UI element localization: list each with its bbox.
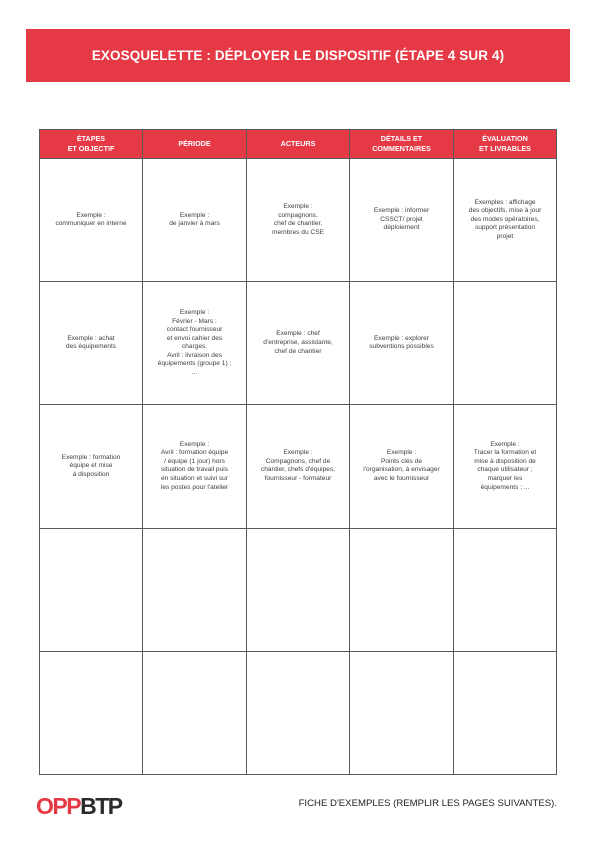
table-cell[interactable]: Exemple : achat des équipements <box>40 282 143 405</box>
header-periode: PÉRIODE <box>143 130 247 159</box>
table-row <box>40 528 557 651</box>
table-cell[interactable] <box>143 651 247 774</box>
table-cell[interactable] <box>454 528 557 651</box>
table-cell[interactable] <box>40 528 143 651</box>
table-cell[interactable]: Exemple : de janvier à mars <box>143 159 247 282</box>
table-cell[interactable] <box>247 651 350 774</box>
table-cell[interactable]: Exemple : compagnons, chef de chantier, membres du CSE <box>247 159 350 282</box>
page-title: EXOSQUELETTE : DÉPLOYER LE DISPOSITIF (ÉTAPE 4 SUR 4) <box>91 48 505 63</box>
table-header-row <box>40 130 557 159</box>
table-cell[interactable] <box>40 651 143 774</box>
header-evaluation: ÉVALUATION ET LIVRABLES <box>454 130 557 159</box>
table-cell[interactable] <box>454 651 557 774</box>
table-cell[interactable]: Exemple : Avril : formation équipe / équipe (1 jour) hors situation de travail puis en situation et suivi sur les postes pour l'atelier <box>143 405 247 528</box>
table-cell[interactable]: Exemple : Tracer la formation et mise à disposition de chaque utilisateur ; marquer les équipements ; ... <box>454 405 557 528</box>
table-cell[interactable]: Exemple : formation équipe et mise à disposition <box>40 405 143 528</box>
table-row <box>40 405 557 528</box>
logo-btp-text: BTP <box>80 792 122 819</box>
oppbtp-logo <box>36 792 122 820</box>
table-cell[interactable]: Exemple : communiquer en interne <box>40 159 143 282</box>
header-etapes: ÉTAPES ET OBJECTIF <box>40 130 143 159</box>
table-cell[interactable] <box>454 282 557 405</box>
footer-note: FICHE D'EXEMPLES (REMPLIR LES PAGES SUIVANTES). <box>298 798 557 809</box>
table-cell[interactable]: Exemple : explorer subventions possibles <box>350 282 454 405</box>
table-row <box>40 159 557 282</box>
table-cell[interactable]: Exemple : Février - Mars : contact fournisseur et envoi cahier des charges. Avril : livraison des équipements (groupe 1) ; ... <box>143 282 247 405</box>
planning-table <box>39 129 557 775</box>
table-cell[interactable]: Exemple : Compagnons, chef de chantier, chefs d'équipes, fournisseur - formateur <box>247 405 350 528</box>
table-row <box>40 651 557 774</box>
table-cell[interactable] <box>143 528 247 651</box>
header-details: DÉTAILS ET COMMENTAIRES <box>350 130 454 159</box>
table-cell[interactable]: Exemple : Points clés de l'organisation, à envisager avec le fournisseur <box>350 405 454 528</box>
table-cell[interactable] <box>350 528 454 651</box>
table-cell[interactable]: Exemple : chef d'entreprise, assistante, chef de chantier <box>247 282 350 405</box>
logo-opp-text: OPP <box>36 792 81 819</box>
table-cell[interactable]: Exemples : affichage des objectifs, mise à jour des modes opératoires, support présentation projet <box>454 159 557 282</box>
table-cell[interactable] <box>247 528 350 651</box>
table-row <box>40 282 557 405</box>
header-acteurs: ACTEURS <box>247 130 350 159</box>
table-cell[interactable] <box>350 651 454 774</box>
table-cell[interactable]: Exemple : informer CSSCT/ projet déploiement <box>350 159 454 282</box>
title-banner <box>26 29 570 82</box>
